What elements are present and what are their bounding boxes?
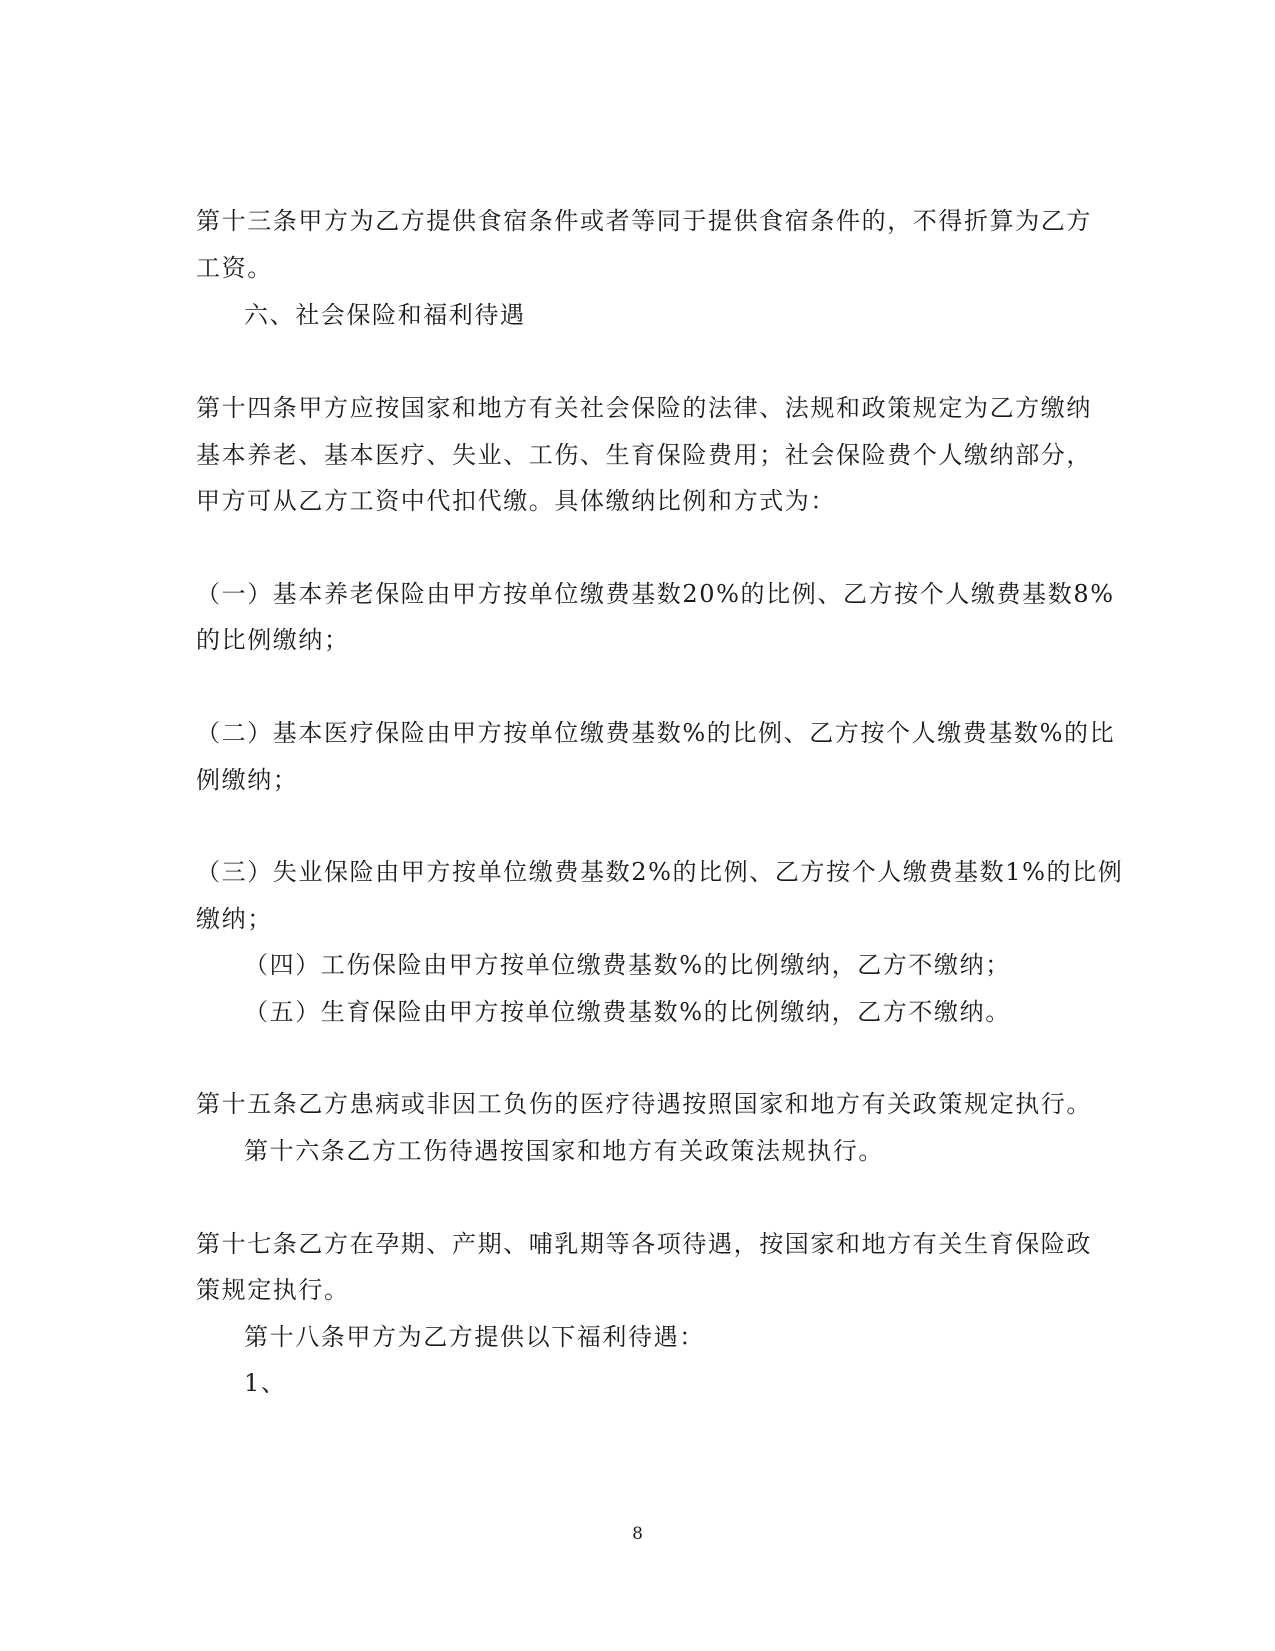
article-13-line-1: 第十三条甲方为乙方提供食宿条件或者等同于提供食宿条件的，不得折算为乙方 [196,207,1092,235]
article-14-line-3: 甲方可从乙方工资中代扣代缴。具体缴纳比例和方式为： [196,487,836,515]
article-14-line-1: 第十四条甲方应按国家和地方有关社会保险的法律、法规和政策规定为乙方缴纳 [196,394,1092,422]
article-17-line-1: 第十七条乙方在孕期、产期、哺乳期等各项待遇，按国家和地方有关生育保险政 [196,1230,1092,1258]
item-2-line-2: 例缴纳； [196,766,299,794]
article-13-line-2: 工资。 [196,254,273,282]
article-18-line: 第十八条甲方为乙方提供以下福利待遇： [244,1323,705,1351]
article-14-line-2: 基本养老、基本医疗、失业、工伤、生育保险费用；社会保险费个人缴纳部分， [196,441,1092,469]
section-heading-social-insurance: 六、社会保险和福利待遇 [244,301,526,329]
item-1-line-2: 的比例缴纳； [196,626,350,654]
item-4-line: （四）工伤保险由甲方按单位缴费基数%的比例缴纳，乙方不缴纳； [244,951,1011,979]
page-number: 8 [632,1524,643,1544]
item-3-line-1: （三）失业保险由甲方按单位缴费基数2%的比例、乙方按个人缴费基数1%的比例 [196,858,1124,886]
item-3-line-2: 缴纳； [196,905,273,933]
article-16-line: 第十六条乙方工伤待遇按国家和地方有关政策法规执行。 [244,1137,884,1165]
article-15-line: 第十五条乙方患病或非因工负伤的医疗待遇按照国家和地方有关政策规定执行。 [196,1090,1092,1118]
item-1-line-1: （一）基本养老保险由甲方按单位缴费基数20%的比例、乙方按个人缴费基数8% [196,580,1115,608]
article-17-line-2: 策规定执行。 [196,1276,350,1304]
item-2-line-1: （二）基本医疗保险由甲方按单位缴费基数%的比例、乙方按个人缴费基数%的比 [196,719,1116,747]
welfare-item-1: 1、 [244,1369,287,1397]
item-5-line: （五）生育保险由甲方按单位缴费基数%的比例缴纳，乙方不缴纳。 [244,998,1011,1026]
